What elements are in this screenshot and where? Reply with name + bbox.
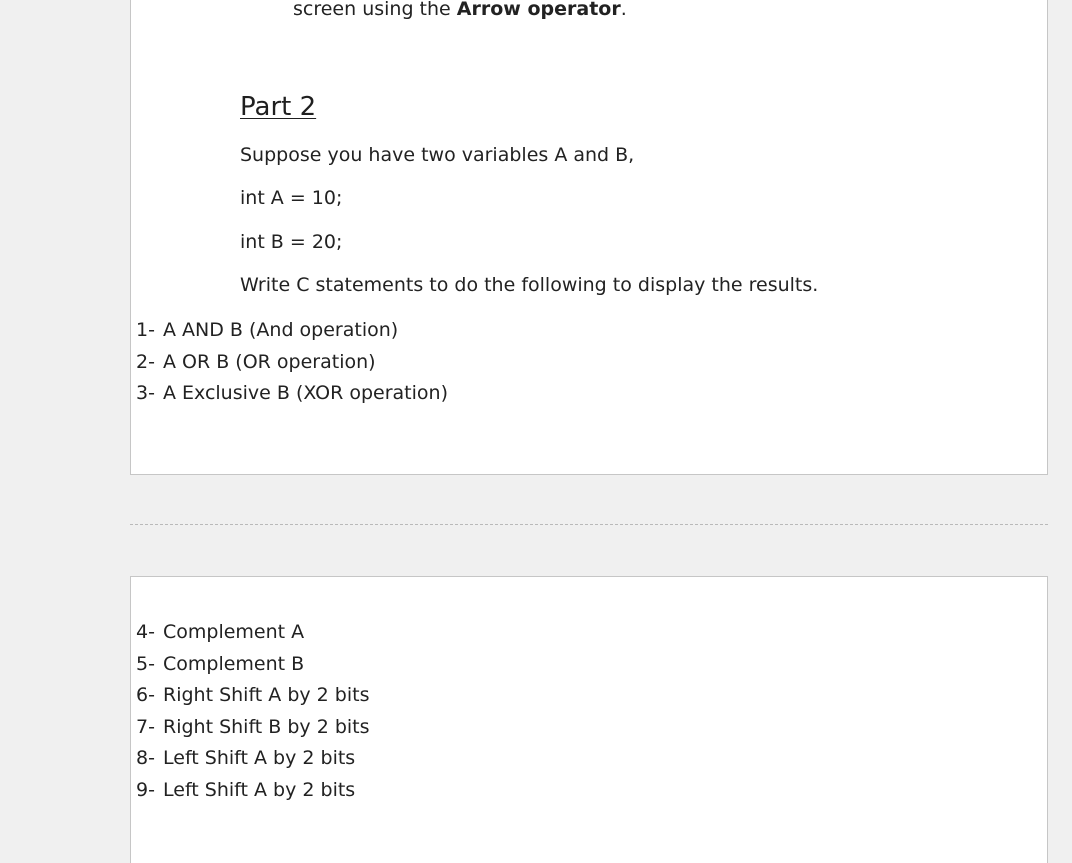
operations-list-page-2 [136,617,370,806]
list-item-number: 9- [136,778,155,801]
carry-over-paragraph [293,0,627,21]
page-break-divider [130,524,1048,525]
intro-paragraph: Suppose you have two variables A and B, [240,144,635,166]
operations-list-page-1 [136,315,448,410]
list-item [136,315,448,347]
list-item [136,775,370,807]
list-item-number: 2- [136,350,155,373]
list-item-number: 5- [136,652,155,675]
instruction-paragraph: Write C statements to do the following to display the results. [240,274,819,296]
list-item-text: A OR B (OR operation) [163,350,376,373]
list-item-number: 1- [136,319,155,341]
list-item-number: 3- [136,382,155,404]
carry-over-bold-term: Arrow operator [456,0,621,20]
list-item-number: 8- [136,747,155,769]
carry-over-prefix: screen using the [293,0,457,20]
code-line-b: int B = 20; [240,231,343,253]
list-item [136,617,370,649]
part-heading: Part 2 [240,92,317,122]
list-item [136,649,370,681]
list-item-text: Right Shift A by 2 bits [163,684,370,706]
list-item [136,347,448,379]
list-item [136,378,448,410]
code-line-a: int A = 10; [240,187,343,209]
list-item-text: A AND B (And operation) [163,319,399,341]
carry-over-suffix: . [620,0,627,20]
list-item-number: 4- [136,621,155,643]
list-item-text: Right Shift B by 2 bits [163,715,370,738]
list-item-text: A Exclusive B (XOR operation) [163,382,448,404]
list-item [136,680,370,712]
list-item-text: Left Shift A by 2 bits [163,778,356,801]
list-item-text: Complement B [163,652,305,675]
list-item-text: Left Shift A by 2 bits [163,747,356,769]
list-item-number: 7- [136,715,155,738]
list-item [136,712,370,744]
list-item [136,743,370,775]
list-item-number: 6- [136,684,155,706]
list-item-text: Complement A [163,621,305,643]
